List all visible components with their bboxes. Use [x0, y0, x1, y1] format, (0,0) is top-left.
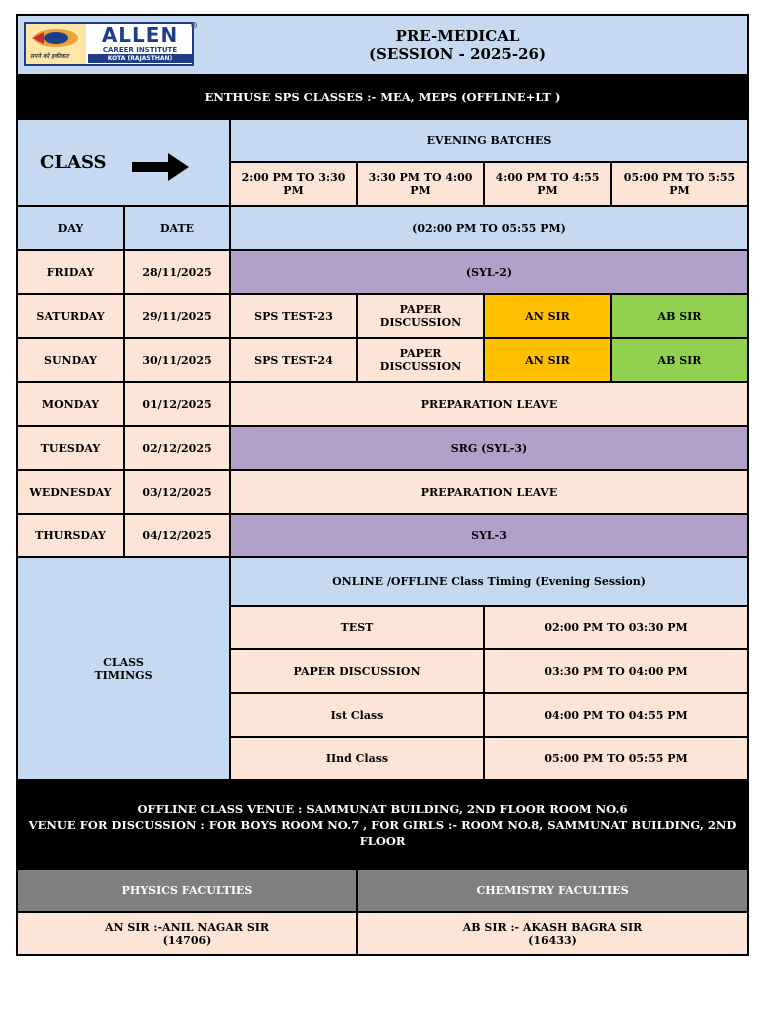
class-label: CLASS: [40, 152, 107, 173]
row-test: SPS TEST-24: [230, 338, 357, 382]
row-date: 29/11/2025: [124, 294, 230, 338]
timing-name: TEST: [230, 606, 484, 649]
physics-faculty-code: (14706): [162, 933, 212, 947]
range-header: (02:00 PM TO 05:55 PM): [230, 206, 748, 250]
timetable-sheet: [16, 14, 747, 956]
timing-name: IInd Class: [230, 737, 484, 780]
row-faculty-an: AN SIR: [484, 294, 611, 338]
timing-time: 02:00 PM TO 03:30 PM: [484, 606, 748, 649]
page-title: PRE-MEDICAL: [395, 27, 520, 45]
row-merged: PREPARATION LEAVE: [230, 382, 748, 426]
timing-name: Ist Class: [230, 693, 484, 737]
chemistry-faculties-header: CHEMISTRY FACULTIES: [357, 869, 748, 912]
table-row: [17, 382, 748, 426]
chemistry-faculty-name: AB SIR :- AKASH BAGRA SIR: [462, 920, 643, 934]
row-date: 01/12/2025: [124, 382, 230, 426]
class-timings-label-line1: CLASS: [103, 655, 144, 669]
date-header: DATE: [124, 206, 230, 250]
row-test: SPS TEST-23: [230, 294, 357, 338]
row-day: MONDAY: [17, 382, 124, 426]
row-merged: PREPARATION LEAVE: [230, 470, 748, 514]
arrow-right-icon: [132, 152, 190, 182]
registered-mark-icon: ®: [190, 20, 198, 30]
table-row: [17, 426, 748, 470]
timing-time: 03:30 PM TO 04:00 PM: [484, 649, 748, 693]
logo-city: KOTA (RAJASTHAN): [88, 54, 192, 63]
row-faculty-an: AN SIR: [484, 338, 611, 382]
table-row: [17, 294, 748, 338]
row-faculty-ab: AB SIR: [611, 294, 748, 338]
row-discussion: PAPER DISCUSSION: [357, 294, 484, 338]
row-day: SATURDAY: [17, 294, 124, 338]
row-merged: SYL-3: [230, 514, 748, 557]
physics-faculty: [17, 912, 357, 955]
venue-block: [17, 780, 748, 869]
timetable: [16, 14, 749, 956]
day-header: DAY: [17, 206, 124, 250]
table-row: [17, 470, 748, 514]
row-discussion: PAPER DISCUSSION: [357, 338, 484, 382]
table-row: [17, 338, 748, 382]
row-day: FRIDAY: [17, 250, 124, 294]
row-date: 04/12/2025: [124, 514, 230, 557]
table-row: [17, 250, 748, 294]
time-slot-1: 2:00 PM TO 3:30 PM: [230, 162, 357, 206]
physics-faculty-name: AN SIR :-ANIL NAGAR SIR: [104, 920, 270, 934]
time-slot-3: 4:00 PM TO 4:55 PM: [484, 162, 611, 206]
row-day: SUNDAY: [17, 338, 124, 382]
session-title: (SESSION - 2025-26): [368, 45, 547, 63]
banner: ENTHUSE SPS CLASSES :- MEA, MEPS (OFFLINE+LT ): [17, 75, 748, 119]
row-date: 28/11/2025: [124, 250, 230, 294]
row-merged: (SYL-2): [230, 250, 748, 294]
physics-faculties-header: PHYSICS FACULTIES: [17, 869, 357, 912]
class-cell: [17, 119, 230, 206]
venue-line-2: VENUE FOR DISCUSSION : FOR BOYS ROOM NO.7 , FOR GIRLS :- ROOM NO.8, SAMMUNAT BUILDING, 2ND FLOOR: [28, 817, 737, 848]
class-timings-label-line2: TIMINGS: [94, 668, 153, 682]
timing-time: 05:00 PM TO 05:55 PM: [484, 737, 748, 780]
class-timings-label: [17, 557, 230, 780]
row-faculty-ab: AB SIR: [611, 338, 748, 382]
timings-heading: ONLINE /OFFLINE Class Timing (Evening Session): [230, 557, 748, 606]
row-date: 03/12/2025: [124, 470, 230, 514]
logo-brand: ALLEN: [101, 23, 179, 47]
row-merged: SRG (SYL-3): [230, 426, 748, 470]
row-day: WEDNESDAY: [17, 470, 124, 514]
timing-name: PAPER DISCUSSION: [230, 649, 484, 693]
row-day: TUESDAY: [17, 426, 124, 470]
header-cell: [17, 15, 748, 75]
table-row: [17, 514, 748, 557]
chemistry-faculty-code: (16433): [528, 933, 577, 947]
timing-time: 04:00 PM TO 04:55 PM: [484, 693, 748, 737]
chemistry-faculty: [357, 912, 748, 955]
logo-emblem-icon: [26, 24, 86, 64]
row-date: 30/11/2025: [124, 338, 230, 382]
evening-batches-header: EVENING BATCHES: [230, 119, 748, 162]
row-day: THURSDAY: [17, 514, 124, 557]
row-date: 02/12/2025: [124, 426, 230, 470]
time-slot-2: 3:30 PM TO 4:00 PM: [357, 162, 484, 206]
logo-tagline: सपने को हकीकत: [30, 53, 69, 60]
time-slot-4: 05:00 PM TO 5:55 PM: [611, 162, 748, 206]
venue-line-1: OFFLINE CLASS VENUE : SAMMUNAT BUILDING, 2ND FLOOR ROOM NO.6: [137, 801, 628, 816]
logo-subtitle: CAREER INSTITUTE: [102, 46, 178, 54]
allen-logo: [24, 22, 194, 66]
